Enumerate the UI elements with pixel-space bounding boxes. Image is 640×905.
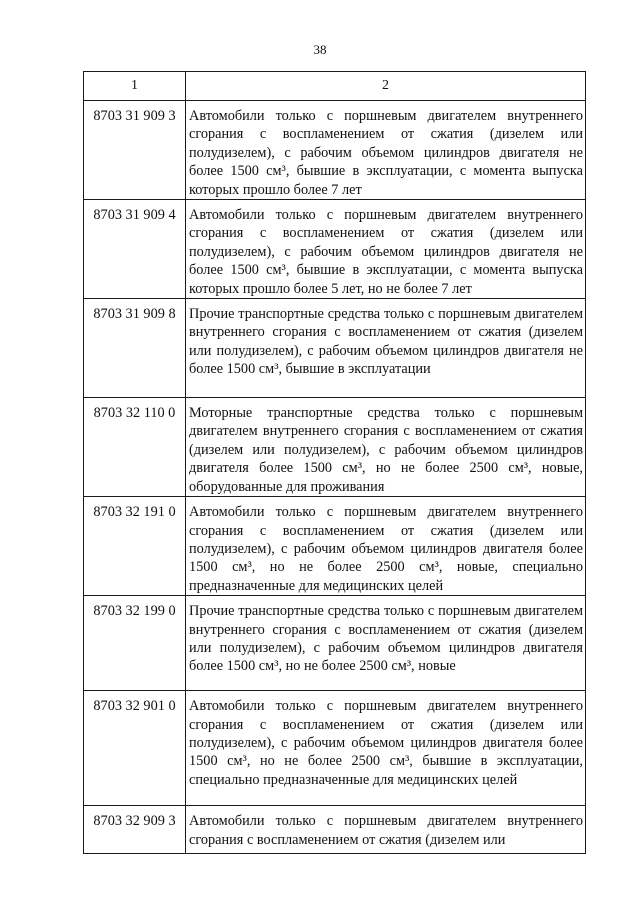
row-code: 8703 31 909 3 xyxy=(84,101,186,200)
table-row xyxy=(84,806,586,854)
table-header-row xyxy=(84,72,586,101)
row-description: Автомобили только с поршневым двигателем внутреннего сгорания с воспламенением от сжатия (дизелем или полудизелем), с рабочим объемом цилиндров двигателя более 1500 см³, но не более 2500 см³, новые, специально предназначенные для медицинских целей xyxy=(186,497,586,596)
row-code: 8703 32 191 0 xyxy=(84,497,186,596)
row-code: 8703 31 909 8 xyxy=(84,299,186,398)
row-code: 8703 32 199 0 xyxy=(84,596,186,691)
table-row xyxy=(84,691,586,806)
column-header-2: 2 xyxy=(186,72,586,101)
row-code: 8703 32 901 0 xyxy=(84,691,186,806)
row-code: 8703 32 909 3 xyxy=(84,806,186,854)
row-description-text: Автомобили только с поршневым двигателем внутреннего сгорания с воспламенением от сжатия (дизелем или xyxy=(189,813,583,848)
tariff-code-table xyxy=(83,71,586,854)
row-description: Автомобили только с поршневым двигателем внутреннего сгорания с воспламенением от сжатия (дизелем или полудизелем), с рабочим объемом цилиндров двигателя не более 1500 см³, бывшие в эксплуатации, с момента выпуска которых прошло более 7 лет xyxy=(186,101,586,200)
page-number: 38 xyxy=(313,42,327,57)
table-row xyxy=(84,398,586,497)
column-header-1: 1 xyxy=(84,72,186,101)
row-description: Автомобили только с поршневым двигателем внутреннего сгорания с воспламенением от сжатия (дизелем или полудизелем), с рабочим объемом цилиндров двигателя более 1500 см³, но не более 2500 см³, бывшие в эксплуатации, специально предназначенные для медицинских целей xyxy=(186,691,586,806)
row-code: 8703 31 909 4 xyxy=(84,200,186,299)
row-description: Моторные транспортные средства только с поршневым двигателем внутреннего сгорания с воспламенением от сжатия (дизелем или полудизелем), с рабочим объемом цилиндров двигателя более 1500 см³, но не более 2500 см³, новые, оборудованные для проживания xyxy=(186,398,586,497)
row-description: Прочие транспортные средства только с поршневым двигателем внутреннего сгорания с воспламенением от сжатия (дизелем или полудизелем), с рабочим объемом цилиндров двигателя более 1500 см³, но не более 2500 см³, новые xyxy=(186,596,586,691)
row-description: Прочие транспортные средства только с поршневым двигателем внутреннего сгорания с воспламенением от сжатия (дизелем или полудизелем), с рабочим объемом цилиндров двигателя не более 1500 см³, бывшие в эксплуатации xyxy=(186,299,586,398)
row-description xyxy=(186,806,586,854)
row-description: Автомобили только с поршневым двигателем внутреннего сгорания с воспламенением от сжатия (дизелем или полудизелем), с рабочим объемом цилиндров двигателя не более 1500 см³, бывшие в эксплуатации, с момента выпуска которых прошло более 5 лет, но не более 7 лет xyxy=(186,200,586,299)
table-row xyxy=(84,200,586,299)
table-row xyxy=(84,299,586,398)
table-row xyxy=(84,497,586,596)
table-row xyxy=(84,596,586,691)
table-row xyxy=(84,101,586,200)
row-code: 8703 32 110 0 xyxy=(84,398,186,497)
